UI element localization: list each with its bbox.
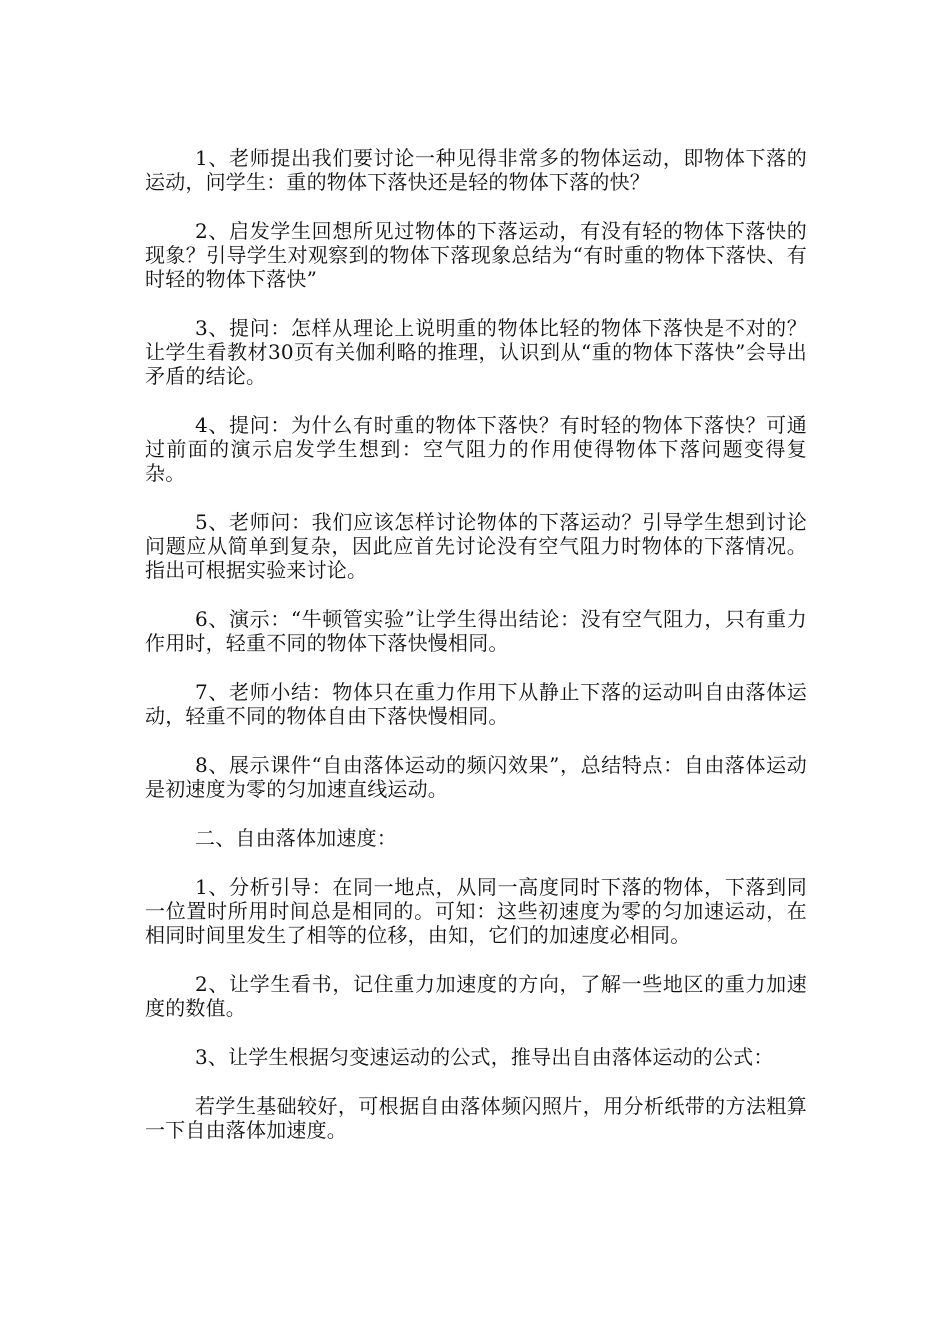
paragraph-10: 2、让学生看书，记住重力加速度的方向，了解一些地区的重力加速度的数值。 xyxy=(145,972,807,1020)
paragraph-12: 若学生基础较好，可根据自由落体频闪照片，用分析纸带的方法粗算一下自由落体加速度。 xyxy=(145,1094,807,1142)
paragraph-8: 8、展示课件“自由落体运动的频闪效果”，总结特点：自由落体运动是初速度为零的匀加速直线运动。 xyxy=(145,753,807,801)
paragraph-1: 1、老师提出我们要讨论一种见得非常多的物体运动，即物体下落的运动，问学生：重的物体下落快还是轻的物体下落的快？ xyxy=(145,146,807,194)
paragraph-7: 7、老师小结：物体只在重力作用下从静止下落的运动叫自由落体运动，轻重不同的物体自由下落快慢相同。 xyxy=(145,680,807,728)
paragraph-2: 2、启发学生回想所见过物体的下落运动，有没有轻的物体下落快的现象？引导学生对观察到的物体下落现象总结为“有时重的物体下落快、有时轻的物体下落快” xyxy=(145,219,807,291)
paragraph-11: 3、让学生根据匀变速运动的公式，推导出自由落体运动的公式： xyxy=(195,1045,774,1069)
paragraph-4: 4、提问：为什么有时重的物体下落快？有时轻的物体下落快？可通过前面的演示启发学生想到：空气阻力的作用使得物体下落问题变得复杂。 xyxy=(145,413,807,485)
paragraph-5: 5、老师问：我们应该怎样讨论物体的下落运动？引导学生想到讨论问题应从简单到复杂，因此应首先讨论没有空气阻力时物体的下落情况。指出可根据实验来讨论。 xyxy=(145,510,807,582)
document-page xyxy=(145,146,807,1167)
section-heading: 二、自由落体加速度： xyxy=(195,826,397,850)
paragraph-3: 3、提问：怎样从理论上说明重的物体比轻的物体下落快是不对的？让学生看教材30页有关伽利略的推理，认识到从“重的物体下落快”会导出矛盾的结论。 xyxy=(145,316,807,388)
paragraph-9: 1、分析引导：在同一地点，从同一高度同时下落的物体，下落到同一位置时所用时间总是相同的。可知：这些初速度为零的匀加速运动，在相同时间里发生了相等的位移，由知，它们的加速度必相同。 xyxy=(145,875,807,947)
paragraph-6: 6、演示：“牛顿管实验”让学生得出结论：没有空气阻力，只有重力作用时，轻重不同的物体下落快慢相同。 xyxy=(145,607,807,655)
